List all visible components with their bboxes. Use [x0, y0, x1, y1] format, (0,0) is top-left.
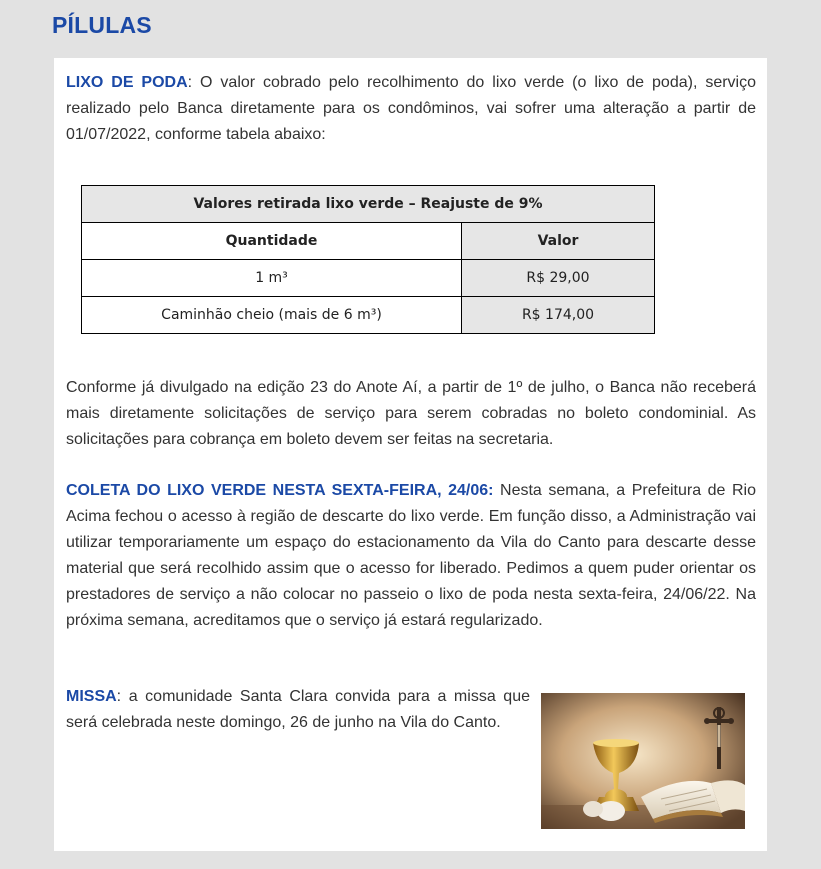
lixo-poda-paragraph [66, 70, 756, 148]
price-table [81, 185, 655, 334]
table-title: Valores retirada lixo verde – Reajuste de 9% [82, 186, 655, 223]
missa-paragraph [66, 684, 530, 736]
table-header-value: Valor [462, 223, 655, 260]
coleta-paragraph [66, 478, 756, 634]
page-title: PÍLULAS [52, 12, 152, 38]
missa-text: : a comunidade Santa Clara convida para a missa que será celebrada neste domingo, 26 de junho na Vila do Canto. [66, 688, 530, 731]
coleta-heading: COLETA DO LIXO VERDE NESTA SEXTA-FEIRA, 24/06: [66, 482, 494, 499]
missa-heading: MISSA [66, 688, 117, 705]
coleta-text: Nesta semana, a Prefeitura de Rio Acima fechou o acesso à região de descarte do lixo verde. Em função disso, a Administração vai utilizar temporariamente um espaço do estacionamento da Vila do Canto para descarte desse material que será recolhido assim que o acesso for liberado. Pedimos a quem puder orientar os prestadores de serviço a não colocar no passeio o lixo de poda nesta sexta-feira, 24/06/22. Na próxima semana, acreditamos que o serviço já estará regularizado. [66, 482, 756, 629]
table-row [82, 297, 655, 334]
eucharist-photo [541, 693, 745, 829]
lixo-poda-heading: LIXO DE PODA [66, 74, 188, 91]
table-header-row [82, 223, 655, 260]
content-card [54, 58, 767, 851]
table-cell-quantity: Caminhão cheio (mais de 6 m³) [82, 297, 462, 334]
conforme-paragraph: Conforme já divulgado na edição 23 do Anote Aí, a partir de 1º de julho, o Banca não receberá mais diretamente solicitações de serviço para serem cobradas no boleto condominial. As solicitações para cobrança em boleto devem ser feitas na secretaria. [66, 379, 756, 448]
table-cell-value: R$ 29,00 [462, 260, 655, 297]
table-cell-value: R$ 174,00 [462, 297, 655, 334]
lixo-poda-text: : O valor cobrado pelo recolhimento do lixo verde (o lixo de poda), serviço realizado pelo Banca diretamente para os condôminos, vai sofrer uma alteração a partir de 01/07/2022, conforme tabela abaixo: [66, 74, 757, 143]
table-row [82, 260, 655, 297]
table-header-quantity: Quantidade [82, 223, 462, 260]
table-cell-quantity: 1 m³ [82, 260, 462, 297]
table-title-row [82, 186, 655, 223]
